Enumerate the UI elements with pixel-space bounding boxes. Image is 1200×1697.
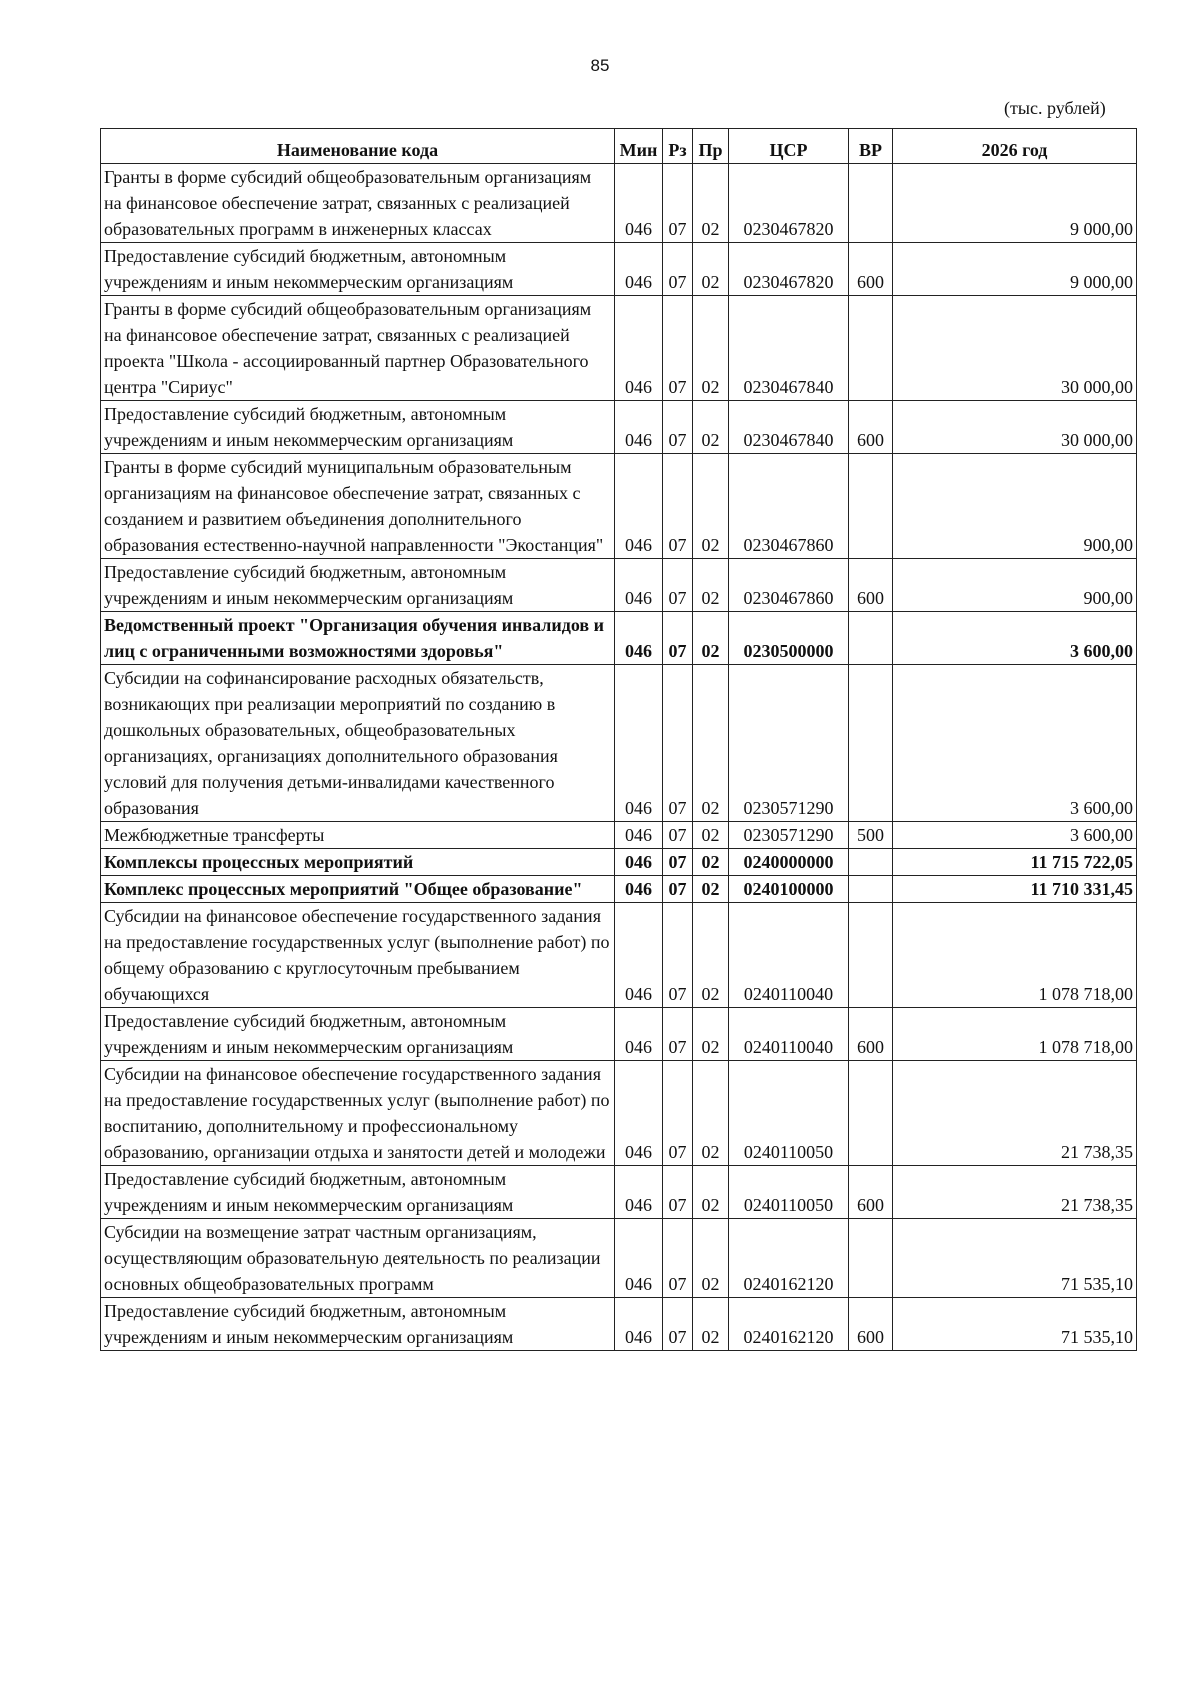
cell-csr: 0240110050 (729, 1061, 849, 1166)
cell-csr: 0230500000 (729, 612, 849, 665)
cell-amount: 1 078 718,00 (893, 903, 1137, 1008)
table-row (101, 876, 1137, 903)
cell-vr (849, 903, 893, 1008)
table-row (101, 849, 1137, 876)
cell-name: Комплекс процессных мероприятий "Общее образование" (101, 876, 615, 903)
cell-amount: 3 600,00 (893, 822, 1137, 849)
cell-vr: 600 (849, 1166, 893, 1219)
cell-pr: 02 (693, 665, 729, 822)
cell-name: Предоставление субсидий бюджетным, автономным учреждениям и иным некоммерческим организациям (101, 559, 615, 612)
cell-vr (849, 1219, 893, 1298)
cell-csr: 0230571290 (729, 822, 849, 849)
cell-min: 046 (615, 1061, 663, 1166)
cell-vr (849, 612, 893, 665)
cell-pr: 02 (693, 1008, 729, 1061)
cell-pr: 02 (693, 822, 729, 849)
cell-vr (849, 876, 893, 903)
cell-pr: 02 (693, 612, 729, 665)
table-header-row (101, 129, 1137, 164)
cell-csr: 0230467840 (729, 401, 849, 454)
cell-min: 046 (615, 1166, 663, 1219)
cell-amount: 3 600,00 (893, 665, 1137, 822)
cell-vr: 600 (849, 559, 893, 612)
header-rz: Рз (663, 129, 693, 164)
cell-min: 046 (615, 1219, 663, 1298)
cell-name: Межбюджетные трансферты (101, 822, 615, 849)
cell-amount: 11 710 331,45 (893, 876, 1137, 903)
table-body (101, 164, 1137, 1351)
cell-vr (849, 1061, 893, 1166)
cell-vr: 600 (849, 401, 893, 454)
table-row (101, 164, 1137, 243)
cell-csr: 0240100000 (729, 876, 849, 903)
cell-rz: 07 (663, 401, 693, 454)
budget-table (100, 128, 1137, 1351)
cell-rz: 07 (663, 1008, 693, 1061)
cell-min: 046 (615, 454, 663, 559)
cell-amount: 71 535,10 (893, 1219, 1137, 1298)
cell-rz: 07 (663, 1298, 693, 1351)
cell-pr: 02 (693, 559, 729, 612)
cell-vr: 600 (849, 1008, 893, 1061)
cell-rz: 07 (663, 243, 693, 296)
cell-rz: 07 (663, 454, 693, 559)
cell-name: Гранты в форме субсидий общеобразовательным организациям на финансовое обеспечение затрат, связанных с реализацией проекта "Школа - ассоциированный партнер Образовательного центра "Сириус" (101, 296, 615, 401)
units-label: (тыс. рублей) (1004, 98, 1106, 118)
cell-name: Субсидии на софинансирование расходных обязательств, возникающих при реализации мероприятий по созданию в дошкольных образовательных, общеобразовательных организациях, организациях дополнительного образования условий для получения детьми-инвалидами качественного образования (101, 665, 615, 822)
table-row (101, 1061, 1137, 1166)
cell-rz: 07 (663, 822, 693, 849)
cell-min: 046 (615, 559, 663, 612)
table-row (101, 559, 1137, 612)
cell-min: 046 (615, 612, 663, 665)
table-row (101, 296, 1137, 401)
page-number: 85 (590, 56, 610, 75)
cell-csr: 0240162120 (729, 1298, 849, 1351)
table-row (101, 454, 1137, 559)
cell-vr (849, 454, 893, 559)
cell-amount: 3 600,00 (893, 612, 1137, 665)
cell-name: Ведомственный проект "Организация обучения инвалидов и лиц с ограниченными возможностями здоровья" (101, 612, 615, 665)
cell-pr: 02 (693, 401, 729, 454)
cell-min: 046 (615, 849, 663, 876)
cell-rz: 07 (663, 612, 693, 665)
table-row (101, 822, 1137, 849)
cell-min: 046 (615, 1298, 663, 1351)
cell-min: 046 (615, 822, 663, 849)
cell-amount: 21 738,35 (893, 1061, 1137, 1166)
cell-min: 046 (615, 665, 663, 822)
cell-name: Предоставление субсидий бюджетным, автономным учреждениям и иным некоммерческим организациям (101, 243, 615, 296)
cell-min: 046 (615, 164, 663, 243)
cell-amount: 30 000,00 (893, 296, 1137, 401)
cell-vr (849, 665, 893, 822)
cell-pr: 02 (693, 296, 729, 401)
cell-rz: 07 (663, 876, 693, 903)
header-min: Мин (615, 129, 663, 164)
cell-rz: 07 (663, 1219, 693, 1298)
header-name: Наименование кода (101, 129, 615, 164)
cell-pr: 02 (693, 1061, 729, 1166)
table-row (101, 1298, 1137, 1351)
cell-name: Гранты в форме субсидий общеобразовательным организациям на финансовое обеспечение затрат, связанных с реализацией образовательных программ в инженерных классах (101, 164, 615, 243)
cell-pr: 02 (693, 876, 729, 903)
cell-csr: 0240162120 (729, 1219, 849, 1298)
cell-amount: 900,00 (893, 454, 1137, 559)
cell-name: Гранты в форме субсидий муниципальным образовательным организациям на финансовое обеспечение затрат, связанных с созданием и развитием объединения дополнительного образования естественно-научной направленности "Экостанция" (101, 454, 615, 559)
cell-vr (849, 296, 893, 401)
header-csr: ЦСР (729, 129, 849, 164)
table-row (101, 1008, 1137, 1061)
table-row (101, 903, 1137, 1008)
cell-rz: 07 (663, 559, 693, 612)
cell-name: Предоставление субсидий бюджетным, автономным учреждениям и иным некоммерческим организациям (101, 401, 615, 454)
cell-vr: 600 (849, 1298, 893, 1351)
cell-amount: 9 000,00 (893, 164, 1137, 243)
cell-csr: 0230467860 (729, 454, 849, 559)
cell-rz: 07 (663, 1061, 693, 1166)
table-row (101, 1166, 1137, 1219)
cell-rz: 07 (663, 849, 693, 876)
cell-amount: 11 715 722,05 (893, 849, 1137, 876)
cell-rz: 07 (663, 1166, 693, 1219)
cell-name: Субсидии на финансовое обеспечение государственного задания на предоставление государственных услуг (выполнение работ) по общему образованию с круглосуточным пребыванием обучающихся (101, 903, 615, 1008)
cell-name: Предоставление субсидий бюджетным, автономным учреждениям и иным некоммерческим организациям (101, 1008, 615, 1061)
cell-pr: 02 (693, 454, 729, 559)
table-row (101, 665, 1137, 822)
cell-csr: 0240110040 (729, 903, 849, 1008)
cell-pr: 02 (693, 1298, 729, 1351)
header-year: 2026 год (893, 129, 1137, 164)
cell-min: 046 (615, 243, 663, 296)
cell-csr: 0240110050 (729, 1166, 849, 1219)
cell-amount: 30 000,00 (893, 401, 1137, 454)
cell-pr: 02 (693, 1166, 729, 1219)
cell-csr: 0240110040 (729, 1008, 849, 1061)
cell-rz: 07 (663, 296, 693, 401)
cell-csr: 0240000000 (729, 849, 849, 876)
header-vr: ВР (849, 129, 893, 164)
cell-csr: 0230467820 (729, 164, 849, 243)
cell-min: 046 (615, 401, 663, 454)
cell-pr: 02 (693, 903, 729, 1008)
cell-pr: 02 (693, 1219, 729, 1298)
cell-vr (849, 164, 893, 243)
cell-name: Комплексы процессных мероприятий (101, 849, 615, 876)
cell-rz: 07 (663, 164, 693, 243)
cell-amount: 9 000,00 (893, 243, 1137, 296)
cell-min: 046 (615, 1008, 663, 1061)
cell-pr: 02 (693, 849, 729, 876)
cell-min: 046 (615, 903, 663, 1008)
cell-vr (849, 849, 893, 876)
cell-vr: 500 (849, 822, 893, 849)
cell-name: Предоставление субсидий бюджетным, автономным учреждениям и иным некоммерческим организациям (101, 1166, 615, 1219)
cell-name: Субсидии на возмещение затрат частным организациям, осуществляющим образовательную деятельность по реализации основных общеобразовательных программ (101, 1219, 615, 1298)
cell-min: 046 (615, 296, 663, 401)
cell-csr: 0230467820 (729, 243, 849, 296)
cell-min: 046 (615, 876, 663, 903)
cell-pr: 02 (693, 243, 729, 296)
table-row (101, 401, 1137, 454)
cell-vr: 600 (849, 243, 893, 296)
table-row (101, 243, 1137, 296)
cell-pr: 02 (693, 164, 729, 243)
cell-rz: 07 (663, 665, 693, 822)
table-row (101, 612, 1137, 665)
cell-name: Субсидии на финансовое обеспечение государственного задания на предоставление государственных услуг (выполнение работ) по воспитанию, дополнительному и профессиональному образованию, организации отдыха и занятости детей и молодежи (101, 1061, 615, 1166)
header-pr: Пр (693, 129, 729, 164)
cell-name: Предоставление субсидий бюджетным, автономным учреждениям и иным некоммерческим организациям (101, 1298, 615, 1351)
cell-csr: 0230467860 (729, 559, 849, 612)
cell-amount: 1 078 718,00 (893, 1008, 1137, 1061)
cell-amount: 21 738,35 (893, 1166, 1137, 1219)
cell-csr: 0230467840 (729, 296, 849, 401)
cell-csr: 0230571290 (729, 665, 849, 822)
cell-amount: 900,00 (893, 559, 1137, 612)
cell-amount: 71 535,10 (893, 1298, 1137, 1351)
table-row (101, 1219, 1137, 1298)
cell-rz: 07 (663, 903, 693, 1008)
